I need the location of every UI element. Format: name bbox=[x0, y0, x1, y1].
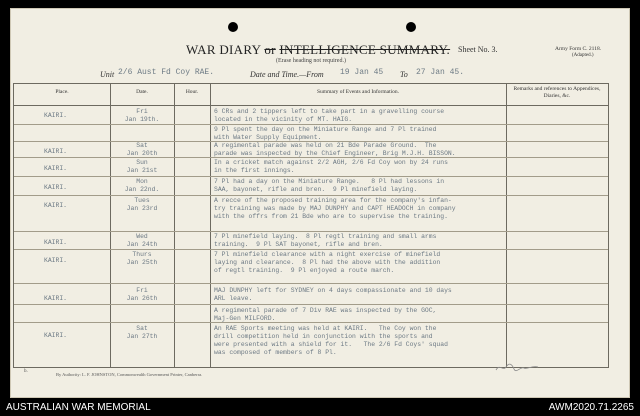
caption-id: AWM2020.71.2265 bbox=[548, 402, 634, 413]
row-divider bbox=[14, 124, 608, 125]
date-to-label: To bbox=[400, 70, 408, 79]
row-place: KAIRI. bbox=[44, 184, 68, 191]
column-divider bbox=[210, 84, 211, 367]
column-summary: Summary of Events and Information. bbox=[316, 89, 400, 95]
row-place: KAIRI. bbox=[44, 165, 68, 172]
punch-hole bbox=[228, 22, 238, 32]
page-subtitle: (Erase heading not required.) bbox=[276, 58, 346, 64]
punch-hole bbox=[406, 22, 416, 32]
row-place: KAIRI. bbox=[44, 239, 68, 246]
row-date: Mon Jan 22nd. bbox=[124, 178, 160, 193]
row-date: Fri Jan 26th bbox=[126, 287, 158, 302]
row-date: Sun Jan 21st bbox=[126, 159, 158, 174]
row-date: Sat Jan 20th bbox=[126, 142, 158, 157]
row-summary: 7 Pl minefield clearance with a night exercise of minefield laying and clearance. 8 Pl had the above with the addition of regtl training. 9 Pl enjoyed a route march. bbox=[214, 251, 441, 274]
form-reference-note: (Adapted.) bbox=[572, 53, 594, 58]
column-date: Date. bbox=[136, 89, 148, 95]
row-summary: 9 Pl spent the day on the Miniature Range and 7 Pl trained with Water Supply Equipment. bbox=[214, 126, 437, 141]
row-divider bbox=[14, 249, 608, 250]
row-summary: 6 CRs and 2 tippers left to take part in a gravelling course located in the vicinity of MT. HAIG. bbox=[214, 108, 445, 123]
row-summary: In a cricket match against 2/2 AGH, 2/6 Fd Coy won by 24 runs in the first innings. bbox=[214, 159, 448, 174]
row-summary: MAJ DUNPHY left for SYDNEY on 4 days compassionate and 10 days ARL leave. bbox=[214, 287, 452, 302]
diary-table bbox=[13, 83, 609, 368]
row-place: KAIRI. bbox=[44, 257, 68, 264]
row-divider bbox=[14, 283, 608, 284]
sheet-number: Sheet No. 3. bbox=[458, 45, 498, 54]
unit-label: Unit bbox=[100, 70, 115, 79]
column-remarks: Remarks and references to Appendices, Diaries, &c. bbox=[513, 86, 601, 99]
row-place: KAIRI. bbox=[44, 112, 68, 119]
date-label: Date and Time.—From bbox=[250, 70, 324, 79]
table-header bbox=[14, 84, 608, 106]
signature bbox=[494, 361, 540, 373]
form-reference: Army Form C. 2118. bbox=[555, 46, 602, 52]
row-date: Sat Jan 27th bbox=[126, 325, 158, 340]
row-summary: 7 Pl had a day on the Miniature Range. 8 Pl had lessons in SAA, bayonet, rifle and bren. 9 Pl minefield laying. bbox=[214, 178, 445, 193]
printer-note: By Authority: L. F. JOHNSTON, Commonwealth Government Printer, Canberra. bbox=[56, 372, 203, 377]
column-place: Place. bbox=[55, 89, 69, 95]
row-summary: An RAE Sports meeting was held at KAIRI. The Coy won the drill competition held in conjunction with the sports and were presented with a shield for it. The 2/6 Fd Coys' squad was composed of members of 8 Pl. bbox=[214, 325, 448, 356]
row-divider bbox=[14, 304, 608, 305]
row-date: Wed Jan 24th bbox=[126, 233, 158, 248]
date-from: 19 Jan 45 bbox=[340, 68, 384, 77]
date-to: 27 Jan 45. bbox=[416, 68, 465, 77]
row-summary: A recce of the proposed training area for the company's infan- try training was made by MAJ DUNPHY and CAPT HEADOCH in company with the offrs from 21 Bde who are to supervise the training. bbox=[214, 197, 456, 220]
row-place: KAIRI. bbox=[44, 148, 68, 155]
footer-mark: b. bbox=[24, 369, 28, 374]
column-hour: Hour. bbox=[185, 89, 199, 95]
unit-value: 2/6 Aust Fd Coy RAE. bbox=[118, 68, 215, 77]
row-date: Thurs Jan 25th bbox=[126, 251, 158, 266]
row-date: Tues Jan 23rd bbox=[126, 197, 158, 212]
page-title: WAR DIARY or INTELLIGENCE SUMMARY. bbox=[186, 42, 451, 57]
column-divider bbox=[506, 84, 507, 367]
column-divider bbox=[174, 84, 175, 367]
row-summary: A regimental parade of 7 Div RAE was inspected by the GOC, Maj-Gen MILFORD. bbox=[214, 307, 437, 322]
row-summary: 7 Pl minefield laying. 8 Pl regtl training and small arms training. 9 Pl SAT bayonet, rifle and bren. bbox=[214, 233, 437, 248]
caption-source: AUSTRALIAN WAR MEMORIAL bbox=[6, 402, 151, 413]
row-place: KAIRI. bbox=[44, 202, 68, 209]
row-date: Fri Jan 19th. bbox=[124, 108, 160, 123]
row-divider bbox=[14, 176, 608, 177]
caption-bar bbox=[0, 402, 640, 416]
row-summary: A regimental parade was held on 21 Bde Parade Ground. The parade was inspected by the Chief Engineer, Brig M.J.H. BISSON. bbox=[214, 142, 456, 157]
row-place: KAIRI. bbox=[44, 295, 68, 302]
row-place: KAIRI. bbox=[44, 332, 68, 339]
row-divider bbox=[14, 231, 608, 232]
row-divider bbox=[14, 195, 608, 196]
